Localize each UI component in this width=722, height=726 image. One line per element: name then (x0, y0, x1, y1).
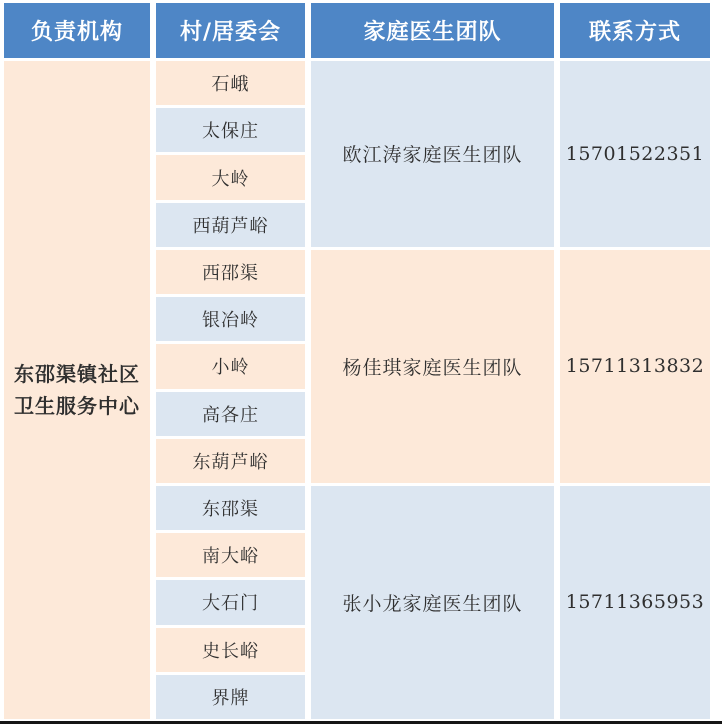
team-name-cell: 张小龙家庭医生团队 (311, 486, 554, 719)
institution-name: 东邵渠镇社区卫生服务中心 (14, 362, 140, 418)
team-phone-cell: 15701522351 (560, 61, 710, 247)
village-cell: 大石门 (156, 580, 305, 624)
village-cell: 西邵渠 (156, 250, 305, 294)
team-name-cell: 欧江涛家庭医生团队 (311, 61, 554, 247)
team-name-cell: 杨佳琪家庭医生团队 (311, 250, 554, 483)
header-family-doctor-team: 家庭医生团队 (311, 3, 554, 58)
village-cell: 史长峪 (156, 628, 305, 672)
team-phone-cell: 15711313832 (560, 250, 710, 483)
village-cell: 东葫芦峪 (156, 439, 305, 483)
header-contact-info: 联系方式 (560, 3, 710, 58)
header-responsible-org: 负责机构 (4, 3, 150, 58)
team-phone-cell: 15711365953 (560, 486, 710, 719)
bottom-edge-line (0, 721, 722, 724)
village-cell: 界牌 (156, 675, 305, 719)
village-cell: 南大峪 (156, 533, 305, 577)
institution-cell (4, 61, 150, 719)
village-cell: 太保庄 (156, 108, 305, 152)
village-cell: 小岭 (156, 344, 305, 388)
village-cell: 高各庄 (156, 392, 305, 436)
village-cell: 东邵渠 (156, 486, 305, 530)
village-cell: 大岭 (156, 155, 305, 199)
family-doctor-table (4, 3, 710, 719)
header-village-committee: 村/居委会 (156, 3, 305, 58)
village-cell: 西葫芦峪 (156, 203, 305, 247)
village-cell: 银冶岭 (156, 297, 305, 341)
village-cell: 石峨 (156, 61, 305, 105)
